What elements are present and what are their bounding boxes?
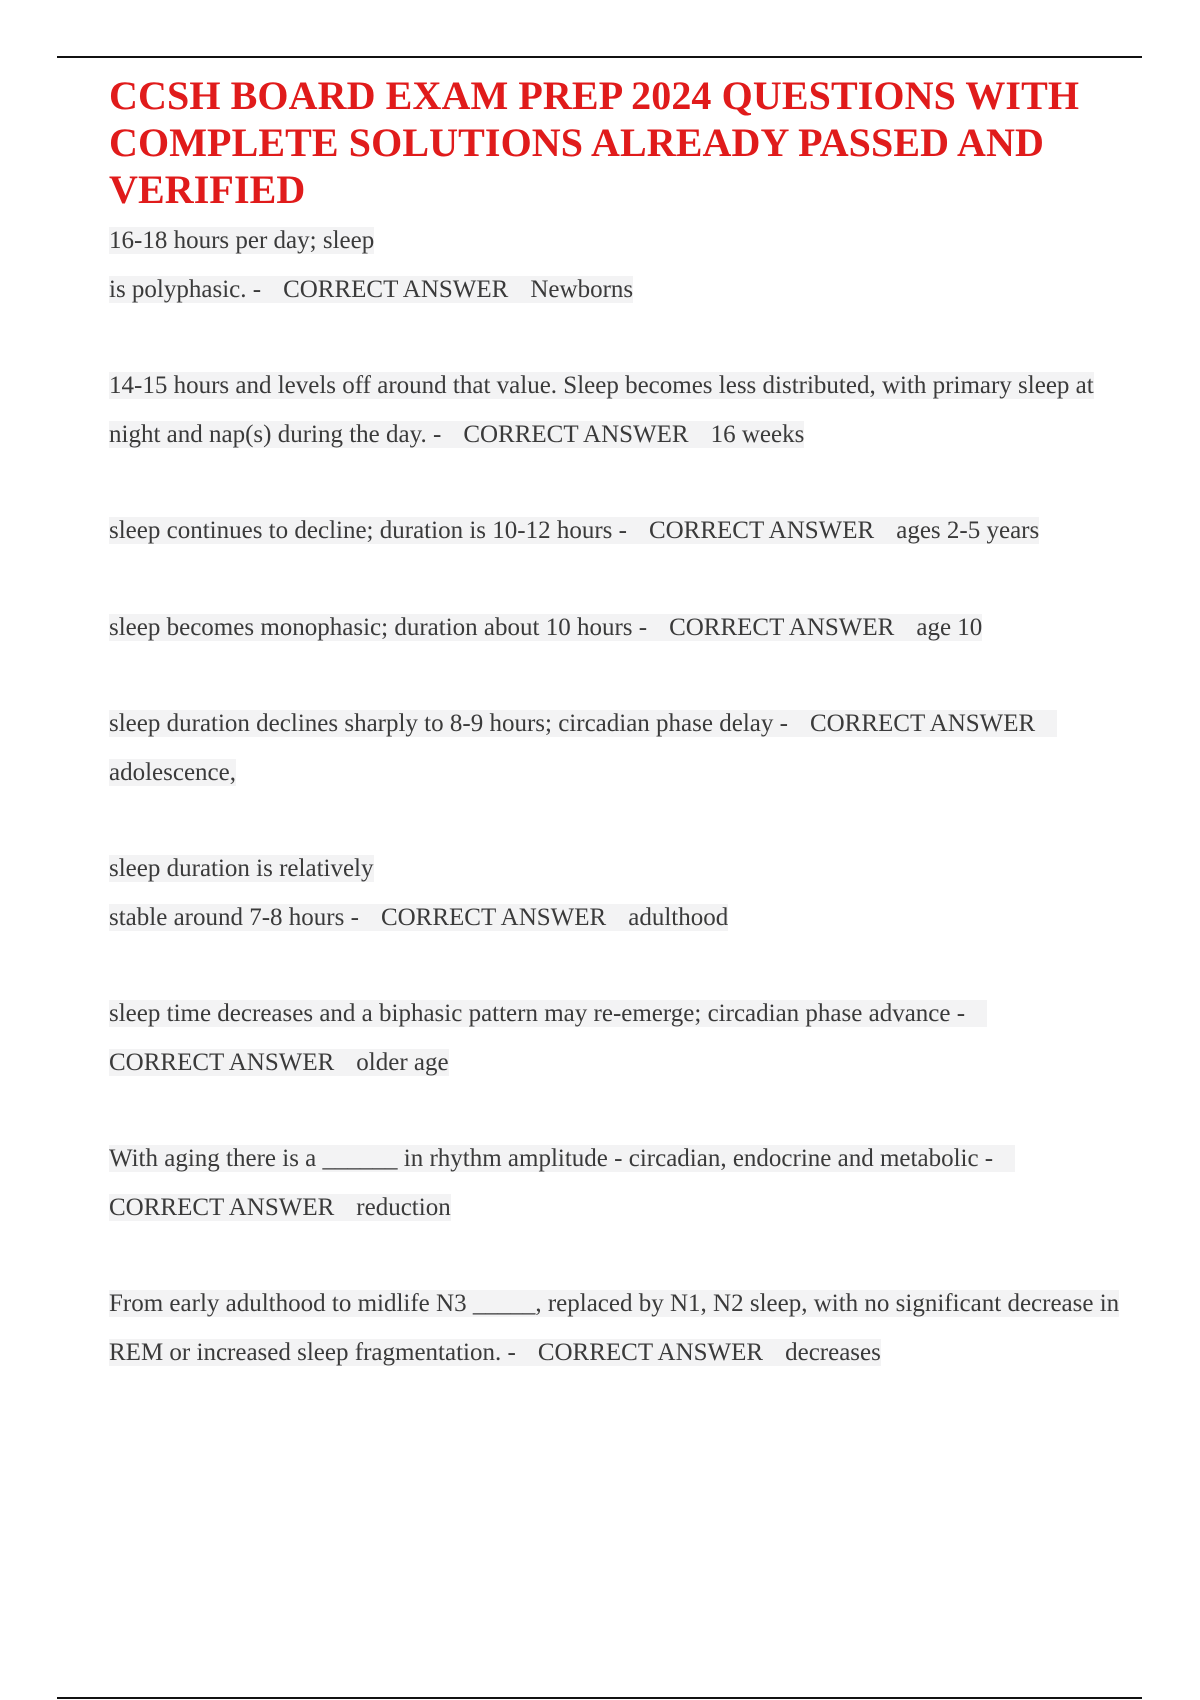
correct-answer-label: CORRECT ANSWER [648,517,875,544]
answer-text: decreases [785,1338,881,1366]
top-rule [57,56,1142,58]
correct-answer-label: CORRECT ANSWER [109,1193,335,1221]
question-text: With aging there is a ______ in rhythm amplitude - circadian, endocrine and metabolic - [109,1145,994,1172]
bottom-rule [57,1697,1142,1699]
qa-list [109,217,1149,1377]
answer-text: adolescence, [109,758,237,786]
qa-item-6 [109,845,1149,942]
answer-text: adulthood [628,903,729,931]
correct-answer-label: CORRECT ANSWER [380,903,607,931]
correct-answer-label: CORRECT ANSWER [537,1338,764,1366]
question-text-line-1: sleep duration is relatively [109,855,374,882]
question-text: sleep becomes monophasic; duration about 10 hours - [109,613,648,641]
qa-item-2 [109,362,1149,459]
correct-answer-label: CORRECT ANSWER [283,275,509,303]
answer-text: ages 2-5 years [896,517,1040,544]
question-text: sleep time decreases and a biphasic pattern may re-emerge; circadian phase advance - [109,1000,966,1027]
document-title: CCSH BOARD EXAM PREP 2024 QUESTIONS WITH COMPLETE SOLUTIONS ALREADY PASSED AND VERIFIED [109,73,1080,212]
correct-answer-label: CORRECT ANSWER [463,420,689,448]
document-page [109,72,1149,1377]
qa-item-4 [109,604,1149,653]
qa-item-5 [109,700,1149,797]
answer-text: 16 weeks [710,420,805,448]
qa-item-3 [109,507,1149,556]
question-text: sleep duration declines sharply to 8-9 hours; circadian phase delay - [109,710,788,737]
question-text: 14-15 hours and levels off around that value. Sleep becomes less distributed, with primary sleep at night and nap(s) during the day. - [109,372,1094,448]
answer-text: reduction [356,1193,451,1221]
question-text-line-2: stable around 7-8 hours - [109,903,359,931]
question-text: From early adulthood to midlife N3 _____, replaced by N1, N2 sleep, with no significant decrease in REM or increased sleep fragmentation. - [109,1290,1120,1366]
qa-item-1 [109,217,1149,314]
answer-text: Newborns [530,275,634,303]
question-text-line-1: 16-18 hours per day; sleep [109,227,375,254]
answer-text: age 10 [916,613,983,641]
question-text-line-2: is polyphasic. - [109,275,262,303]
qa-item-9 [109,1280,1149,1377]
correct-answer-label: CORRECT ANSWER [669,613,895,641]
answer-text: older age [356,1048,449,1076]
qa-item-7 [109,990,1149,1087]
question-text: sleep continues to decline; duration is 10-12 hours - [109,517,627,544]
correct-answer-label: CORRECT ANSWER [109,1048,335,1076]
correct-answer-label: CORRECT ANSWER [809,710,1036,737]
qa-item-8 [109,1135,1149,1232]
